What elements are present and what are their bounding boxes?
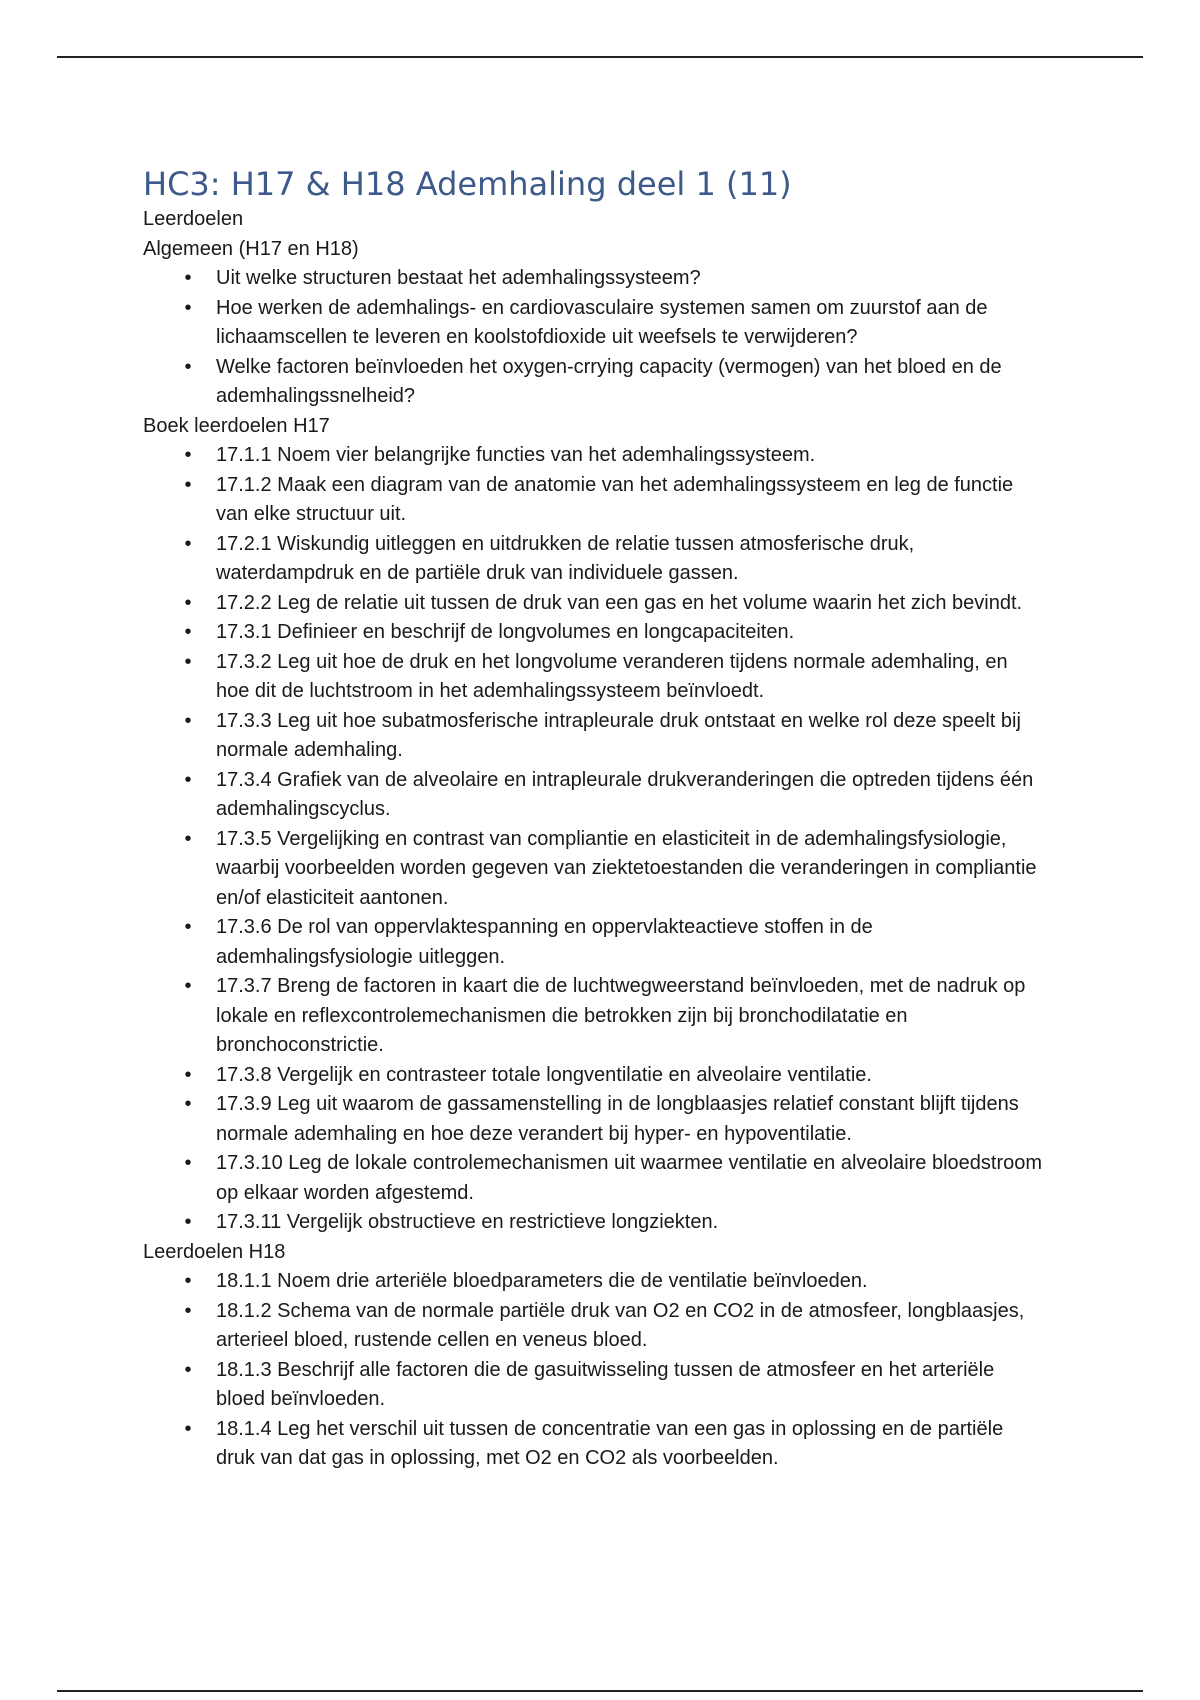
bullet-icon: • <box>184 916 192 938</box>
leerdoelen-heading: Leerdoelen <box>143 208 244 230</box>
list-item: • 17.3.1 Definieer en beschrijf de longvolumes en longcapaciteiten. <box>143 618 1043 648</box>
bullet-icon: • <box>184 768 192 791</box>
list-item: • Welke factoren beïnvloeden het oxygen-crrying capacity (vermogen) van het bloed en de ademhalingssnelheid? <box>143 353 1043 412</box>
list-item: • 17.3.2 Leg uit hoe de druk en het longvolume veranderen tijdens normale ademhaling, en hoe dit de luchtstroom in het ademhalingssysteem beïnvloedt. <box>143 648 1043 707</box>
list-item: • 17.3.5 Vergelijking en contrast van compliantie en elasticiteit in de ademhalingsfysiologie, waarbij voorbeelden worden gegeven van ziektetoestanden die veranderingen in compliantie en/of elasticiteit aantonen. <box>143 825 1043 914</box>
list-item: • 17.3.6 De rol van oppervlaktespanning en oppervlakteactieve stoffen in de ademhalingsfysiologie uitleggen. <box>143 913 1043 972</box>
page-title: HC3: H17 & H18 Ademhaling deel 1 (11) <box>143 165 792 203</box>
header-rule <box>57 56 1143 58</box>
list-item: • 17.3.4 Grafiek van de alveolaire en intrapleurale drukveranderingen die optreden tijdens één ademhalingscyclus. <box>143 766 1043 825</box>
list-item: • Uit welke structuren bestaat het ademhalingssysteem? <box>143 264 1043 294</box>
bullet-icon: • <box>184 621 192 643</box>
bullet-icon: • <box>184 591 192 614</box>
h18-heading: Leerdoelen H18 <box>143 1240 286 1263</box>
list-item: • 17.3.10 Leg de lokale controlemechanismen uit waarmee ventilatie en alveolaire bloedstroom op elkaar worden afgestemd. <box>143 1149 1043 1208</box>
bullet-icon: • <box>184 532 192 555</box>
bullet-icon: • <box>184 473 192 496</box>
list-item: • 18.1.1 Noem drie arteriële bloedparameters die de ventilatie beïnvloeden. <box>143 1267 1043 1297</box>
bullet-icon: • <box>184 444 192 466</box>
bullet-icon: • <box>184 1063 192 1086</box>
list-item: • 18.1.2 Schema van de normale partiële druk van O2 en CO2 in de atmosfeer, longblaasjes, arterieel bloed, rustende cellen en veneus bloed. <box>143 1297 1043 1356</box>
document-body <box>143 163 1043 1474</box>
algemeen-heading: Algemeen (H17 en H18) <box>143 237 359 260</box>
list-item: • 18.1.3 Beschrijf alle factoren die de gasuitwisseling tussen de atmosfeer en het arteriële bloed beïnvloeden. <box>143 1356 1043 1415</box>
list-item: • 17.1.2 Maak een diagram van de anatomie van het ademhalingssysteem en leg de functie van elke structuur uit. <box>143 471 1043 530</box>
bullet-icon: • <box>184 650 192 673</box>
bullet-icon: • <box>184 975 192 997</box>
list-item: • 17.3.11 Vergelijk obstructieve en restrictieve longziekten. <box>143 1208 1043 1238</box>
list-item: • Hoe werken de ademhalings- en cardiovasculaire systemen samen om zuurstof aan de lichaamscellen te leveren en koolstofdioxide uit weefsels te verwijderen? <box>143 294 1043 353</box>
algemeen-list <box>143 264 1043 412</box>
list-item: • 17.3.7 Breng de factoren in kaart die de luchtwegweerstand beïnvloeden, met de nadruk op lokale en reflexcontrolemechanismen die betrokken zijn bij bronchodilatatie en bronchoconstrictie. <box>143 972 1043 1061</box>
bullet-icon: • <box>184 1152 192 1174</box>
bullet-icon: • <box>184 267 192 289</box>
bullet-icon: • <box>184 1270 192 1292</box>
bullet-icon: • <box>184 1299 192 1322</box>
bullet-icon: • <box>184 355 192 378</box>
boek-h17-list <box>143 441 1043 1238</box>
h18-list <box>143 1267 1043 1474</box>
list-item: • 17.2.2 Leg de relatie uit tussen de druk van een gas en het volume waarin het zich bevindt. <box>143 589 1043 619</box>
bullet-icon: • <box>184 1417 192 1440</box>
list-item: • 17.2.1 Wiskundig uitleggen en uitdrukken de relatie tussen atmosferische druk, waterdampdruk en de partiële druk van individuele gassen. <box>143 530 1043 589</box>
list-item: • 17.3.3 Leg uit hoe subatmosferische intrapleurale druk ontstaat en welke rol deze speelt bij normale ademhaling. <box>143 707 1043 766</box>
list-item: • 17.3.9 Leg uit waarom de gassamenstelling in de longblaasjes relatief constant blijft tijdens normale ademhaling en hoe deze verandert bij hyper- en hypoventilatie. <box>143 1090 1043 1149</box>
list-item: • 17.1.1 Noem vier belangrijke functies van het ademhalingssysteem. <box>143 441 1043 471</box>
bullet-icon: • <box>184 709 192 732</box>
bullet-icon: • <box>184 1093 192 1115</box>
bullet-icon: • <box>184 296 192 319</box>
bullet-icon: • <box>184 1211 192 1233</box>
footer-rule <box>57 1690 1143 1692</box>
list-item: • 17.3.8 Vergelijk en contrasteer totale longventilatie en alveolaire ventilatie. <box>143 1061 1043 1091</box>
list-item: • 18.1.4 Leg het verschil uit tussen de concentratie van een gas in oplossing en de partiële druk van dat gas in oplossing, met O2 en CO2 als voorbeelden. <box>143 1415 1043 1474</box>
boek-h17-heading: Boek leerdoelen H17 <box>143 414 330 437</box>
bullet-icon: • <box>184 1358 192 1381</box>
bullet-icon: • <box>184 827 192 850</box>
